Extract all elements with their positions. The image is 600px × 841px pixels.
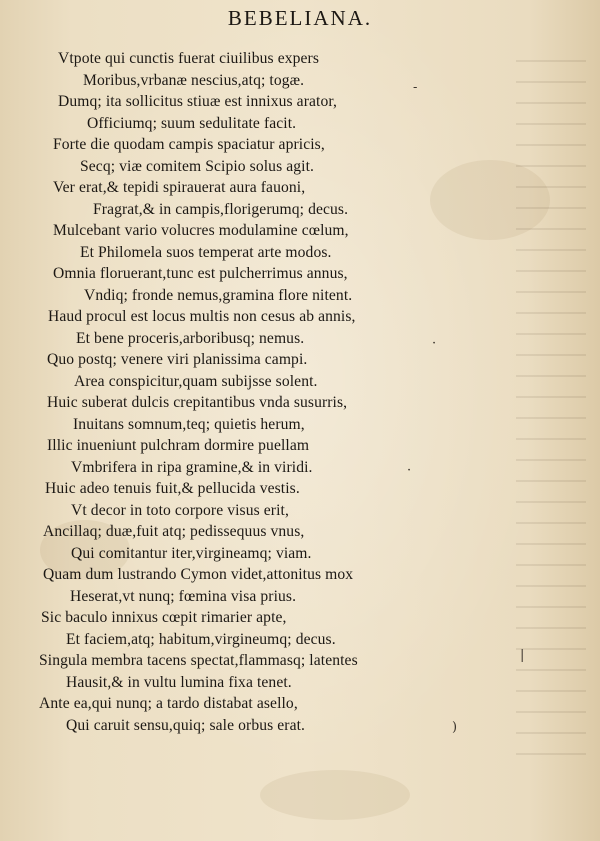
verse-line: Qui caruit sensu,quiq; sale orbus erat.: [66, 716, 306, 734]
verse-line: Singula membra tacens spectat,flammasq; latentes: [39, 652, 358, 669]
ink-speck: ): [452, 720, 458, 735]
verse-line: Haud procul est locus multis non cesus ab annis,: [48, 308, 356, 325]
verse-line: Vndiq; fronde nemus,gramina flore nitent.: [84, 286, 353, 304]
verse-line: Et faciem,atq; habitum,virgineumq; decus.: [66, 630, 336, 648]
verse-line: Quo postq; venere viri planissima campi.: [47, 351, 308, 368]
verse-line: Quam dum lustrando Cymon videt,attonitus mox: [43, 566, 354, 583]
verse-line: Vmbrifera in ripa gramine,& in viridi.: [71, 458, 313, 476]
verse-line: Sic baculo innixus cœpit rimarier apte,: [41, 609, 287, 626]
verse-line: Ante ea,qui nunq; a tardo distabat asello,: [39, 695, 298, 712]
verse-line: Dumq; ita sollicitus stiuæ est innixus arator,: [58, 93, 338, 110]
verse-line: Area conspicitur,quam subijsse solent.: [74, 372, 318, 390]
verse-line: Fragrat,& in campis,florigerumq; decus.: [93, 200, 349, 218]
verse-line: Forte die quodam campis spaciatur apricis,: [53, 136, 325, 153]
verse-line: Omnia floruerant,tunc est pulcherrimus annus,: [53, 265, 348, 282]
ink-speck: -: [413, 80, 418, 95]
verse-line: Moribus,vrbanæ nescius,atq; togæ.: [83, 71, 305, 89]
verse-line: Heserat,vt nunq; fœmina visa prius.: [70, 587, 297, 605]
verse-line: Inuitans somnum,teq; quietis herum,: [73, 415, 305, 433]
paper-stain: [260, 770, 410, 820]
ink-speck: ·: [432, 336, 437, 351]
verse-line: Et Philomela suos temperat arte modos.: [80, 243, 332, 261]
verse-line: Huic suberat dulcis crepitantibus vnda susurris,: [47, 394, 348, 411]
verse-line: Vtpote qui cunctis fuerat ciuilibus expers: [58, 50, 319, 67]
verse-line: Et bene proceris,arboribusq; nemus.: [76, 329, 305, 347]
ink-speck: ·: [407, 463, 412, 478]
verse-line: Secq; viæ comitem Scipio solus agit.: [80, 157, 315, 175]
verse-line: Illic inueniunt pulchram dormire puellam: [47, 437, 310, 454]
ink-speck: |: [520, 648, 525, 663]
verse-line: Officiumq; suum sedulitate facit.: [87, 114, 297, 132]
verse-line: Huic adeo tenuis fuit,& pellucida vestis.: [45, 480, 300, 497]
verse-line: Hausit,& in vultu lumina fixa tenet.: [66, 673, 292, 691]
verse-line: Mulcebant vario volucres modulamine cœlum,: [53, 222, 349, 239]
verse-line: Ancillaq; duæ,fuit atq; pedissequus vnus,: [43, 523, 305, 540]
show-through-text: [516, 60, 586, 760]
verse-line: Ver erat,& tepidi spirauerat aura fauoni,: [53, 179, 306, 196]
running-head: BEBELIANA.: [227, 6, 373, 30]
verse-line: Qui comitantur iter,virgineamq; viam.: [71, 544, 312, 562]
verse-line: Vt decor in toto corpore visus erit,: [71, 501, 289, 519]
